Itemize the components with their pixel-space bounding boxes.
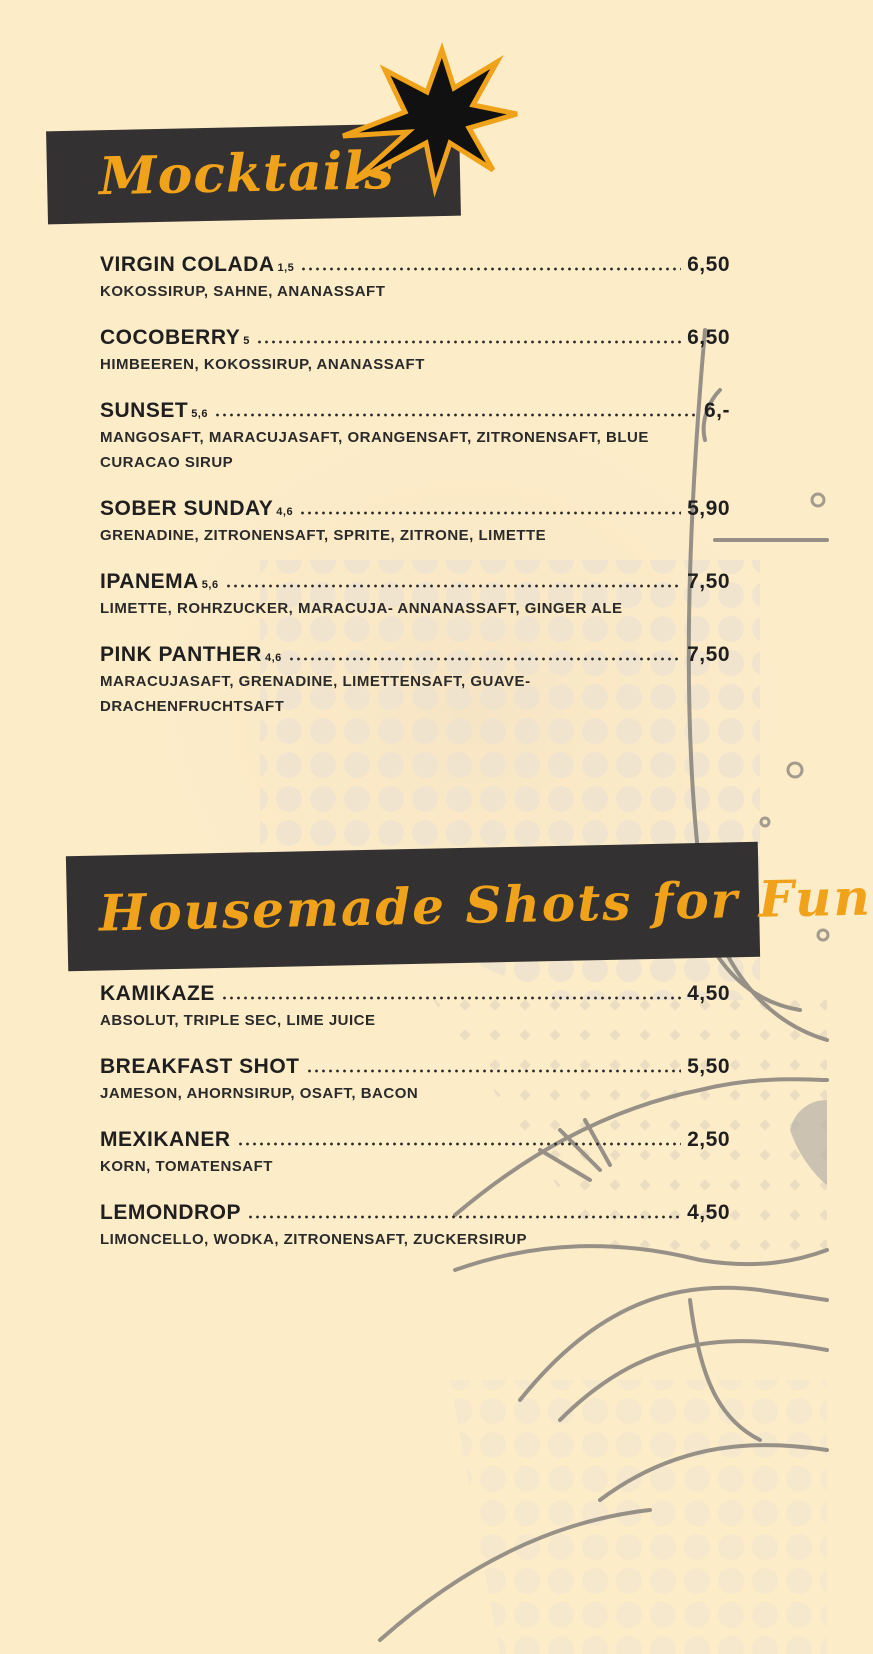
item-price: 6,-	[703, 399, 730, 422]
dot-leader	[247, 1199, 681, 1219]
menu-item	[100, 1053, 730, 1106]
allergen-note: 5,6	[191, 408, 208, 420]
menu-item	[100, 397, 730, 475]
dot-leader	[306, 1053, 682, 1073]
item-name: BREAKFAST SHOT	[100, 1055, 300, 1078]
item-description: HIMBEEREN, KOKOSSIRUP, ANANASSAFT	[100, 356, 425, 373]
item-description: JAMESON, AHORNSIRUP, OSAFT, BACON	[100, 1085, 419, 1102]
menu-item	[100, 568, 730, 621]
dot-leader	[221, 980, 681, 1000]
menu-item	[100, 251, 730, 304]
item-description: LIMONCELLO, WODKA, ZITRONENSAFT, ZUCKERSIRUP	[100, 1231, 527, 1248]
allergen-note: 4,6	[276, 506, 294, 518]
item-description: MANGOSAFT, MARACUJASAFT, ORANGENSAFT, ZITRONENSAFT, BLUE CURACAO SIRUP	[100, 429, 649, 471]
item-name: KAMIKAZE	[100, 982, 215, 1005]
shots-list	[100, 980, 730, 1252]
item-price: 6,50	[687, 326, 730, 349]
mocktails-list	[100, 251, 730, 719]
item-price: 4,50	[687, 1201, 730, 1224]
dot-leader	[237, 1126, 682, 1146]
allergen-note: 1,5	[277, 262, 295, 274]
item-name: MEXIKANER	[100, 1128, 231, 1151]
item-name: PINK PANTHER	[100, 643, 262, 666]
item-price: 5,90	[687, 497, 730, 520]
star-burst-icon	[343, 48, 523, 196]
item-price: 5,50	[687, 1055, 730, 1078]
item-name: IPANEMA	[100, 570, 199, 593]
menu-item	[100, 1199, 730, 1252]
menu-item	[100, 980, 730, 1033]
dot-leader	[299, 495, 681, 515]
item-price: 4,50	[687, 982, 730, 1005]
menu-item	[100, 641, 730, 719]
item-name: SUNSET	[100, 399, 189, 422]
shots-banner	[66, 842, 873, 971]
item-description: MARACUJASAFT, GRENADINE, LIMETTENSAFT, GUAVE-DRACHENFRUCHTSAFT	[100, 673, 531, 715]
shots-title: Housemade Shots for Fun	[98, 867, 873, 943]
item-name: SOBER SUNDAY	[100, 497, 274, 520]
item-name: LEMONDROP	[100, 1201, 241, 1224]
item-price: 7,50	[687, 570, 730, 593]
item-price: 2,50	[687, 1128, 730, 1151]
item-name: VIRGIN COLADA	[100, 253, 275, 276]
menu-item	[100, 324, 730, 377]
dot-leader	[300, 251, 681, 271]
dot-leader	[256, 324, 681, 344]
menu-item	[100, 1126, 730, 1179]
allergen-note: 5,6	[201, 579, 219, 591]
allergen-note: 4,6	[264, 652, 282, 664]
dot-leader	[288, 641, 681, 661]
item-price: 7,50	[687, 643, 730, 666]
item-description: KORN, TOMATENSAFT	[100, 1158, 273, 1175]
item-description: LIMETTE, ROHRZUCKER, MARACUJA- ANNANASSAFT, GINGER ALE	[100, 600, 623, 617]
item-description: KOKOSSIRUP, SAHNE, ANANASSAFT	[100, 283, 386, 300]
dot-leader	[214, 397, 698, 417]
dot-leader	[225, 568, 682, 588]
allergen-note: 5	[243, 335, 250, 347]
item-name: COCOBERRY	[100, 326, 241, 349]
item-description: ABSOLUT, TRIPLE SEC, LIME JUICE	[100, 1012, 376, 1029]
mocktails-title: Mocktails	[98, 140, 396, 208]
item-price: 6,50	[687, 253, 730, 276]
menu-item	[100, 495, 730, 548]
item-description: GRENADINE, ZITRONENSAFT, SPRITE, ZITRONE, LIMETTE	[100, 527, 547, 544]
